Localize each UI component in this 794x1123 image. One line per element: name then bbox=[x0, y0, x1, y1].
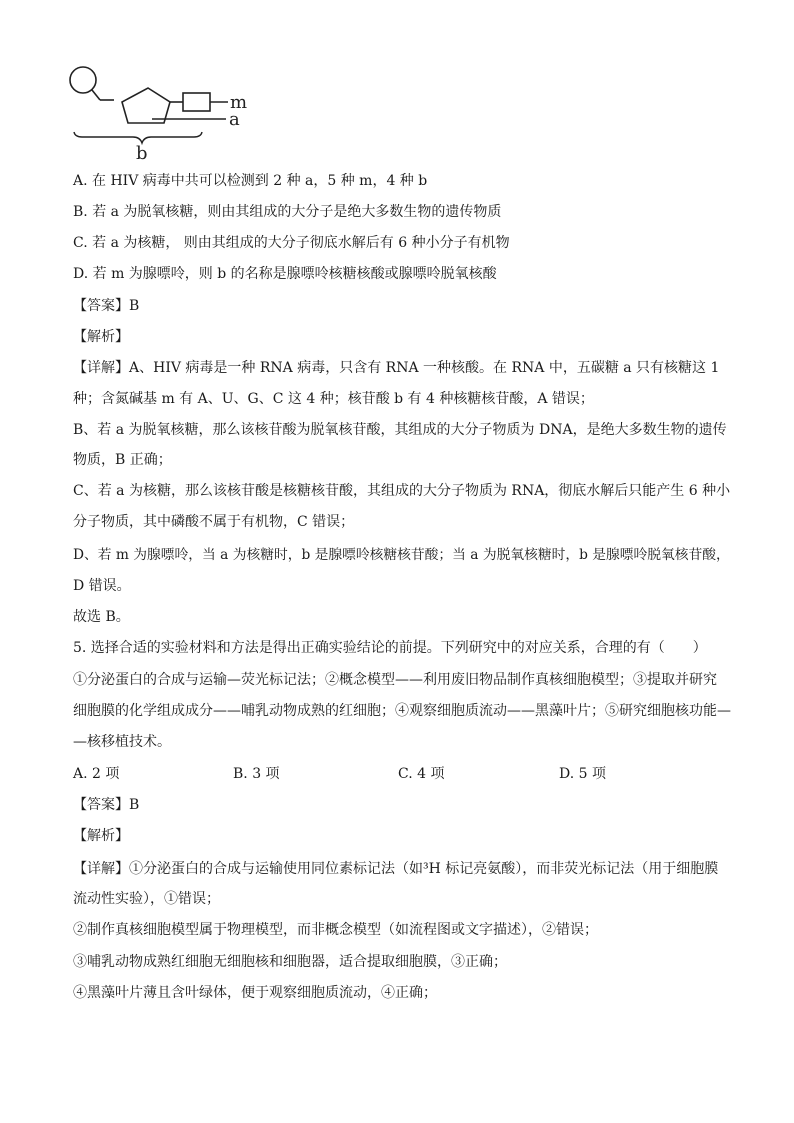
q5-options bbox=[73, 763, 733, 783]
label-a: a bbox=[229, 109, 240, 130]
label-b: b bbox=[136, 143, 148, 162]
q5-detail-line: ④黑藻叶片薄且含叶绿体，便于观察细胞质流动，④正确； bbox=[73, 985, 437, 1001]
label-m: m bbox=[230, 92, 248, 113]
pentose-pentagon bbox=[122, 88, 170, 123]
q4-detail-line: 种；含氮碱基 m 有 A、U、G、C 这 4 种；核苷酸 b 有 4 种核糖核苷酸，A 错误； bbox=[73, 391, 594, 407]
q5-detail-line: 流动性实验），①错误； bbox=[73, 891, 220, 907]
q4-option-c: C. 若 a 为核糖， 则由其组成的大分子彻底水解后有 6 种小分子有机物 bbox=[73, 235, 510, 251]
phosphate-bond bbox=[92, 90, 100, 100]
q5-stem-line: 细胞膜的化学组成成分——哺乳动物成熟的红细胞；④观察细胞质流动——黑藻叶片；⑤研究细胞核功能— bbox=[73, 703, 731, 719]
q4-detail-line: C、若 a 为核糖，那么该核苷酸是核糖核苷酸，其组成的大分子物质为 RNA，彻底水解后只能产生 6 种小 bbox=[73, 483, 731, 499]
q4-option-b: B. 若 a 为脱氧核糖，则由其组成的大分子是绝大多数生物的遗传物质 bbox=[73, 204, 502, 220]
q4-option-d: D. 若 m 为腺嘌呤，则 b 的名称是腺嘌呤核糖核酸或腺嘌呤脱氧核酸 bbox=[73, 266, 497, 282]
q5-analysis-heading: 【解析】 bbox=[73, 828, 129, 844]
q5-stem-line: —核移植技术。 bbox=[73, 734, 171, 750]
q5-stem-line: ①分泌蛋白的合成与运输—荧光标记法；②概念模型——利用废旧物品制作真核细胞模型；③提取并研究 bbox=[73, 672, 717, 688]
q4-detail-line: 物质，B 正确； bbox=[73, 452, 172, 468]
nucleotide-diagram bbox=[66, 62, 266, 162]
q4-detail-line: 故选 B。 bbox=[73, 609, 130, 625]
b-brace bbox=[74, 132, 202, 143]
q5-detail-line: ②制作真核细胞模型属于物理模型，而非概念模型（如流程图或文字描述），②错误； bbox=[73, 922, 598, 938]
q5-option-a: A. 2 项 bbox=[73, 766, 120, 782]
q5-option-d: D. 5 项 bbox=[559, 766, 606, 782]
q4-detail-line: 分子物质，其中磷酸不属于有机物，C 错误； bbox=[73, 514, 355, 530]
q5-option-c: C. 4 项 bbox=[398, 766, 445, 782]
q4-detail-line: D 错误。 bbox=[73, 578, 131, 594]
q4-analysis-heading: 【解析】 bbox=[73, 329, 129, 345]
base-rectangle bbox=[183, 93, 210, 111]
phosphate-circle bbox=[70, 67, 96, 93]
q5-stem-line: 5. 选择合适的实验材料和方法是得出正确实验结论的前提。下列研究中的对应关系，合理的有（ ） bbox=[73, 640, 707, 656]
q4-detail-line: 【详解】A、HIV 病毒是一种 RNA 病毒，只含有 RNA 一种核酸。在 RNA 中，五碳糖 a 只有核糖这 1 bbox=[73, 360, 720, 376]
q4-detail-line: D、若 m 为腺嘌呤，当 a 为核糖时，b 是腺嘌呤核糖核苷酸；当 a 为脱氧核糖时，b 是腺嘌呤脱氧核苷酸， bbox=[73, 547, 730, 563]
q4-option-a: A. 在 HIV 病毒中共可以检测到 2 种 a，5 种 m，4 种 b bbox=[73, 173, 428, 189]
q4-detail-line: B、若 a 为脱氧核糖，那么该核苷酸为脱氧核苷酸，其组成的大分子物质为 DNA，是绝大多数生物的遗传 bbox=[73, 422, 727, 438]
q5-detail-line: ③哺乳动物成熟红细胞无细胞核和细胞器，适合提取细胞膜，③正确； bbox=[73, 954, 507, 970]
q5-answer: 【答案】B bbox=[73, 797, 140, 813]
q5-option-b: B. 3 项 bbox=[233, 766, 280, 782]
q5-detail-line: 【详解】①分泌蛋白的合成与运输使用同位素标记法（如³H 标记亮氨酸），而非荧光标记法（用于细胞膜 bbox=[73, 861, 719, 877]
q4-answer: 【答案】B bbox=[73, 298, 140, 314]
